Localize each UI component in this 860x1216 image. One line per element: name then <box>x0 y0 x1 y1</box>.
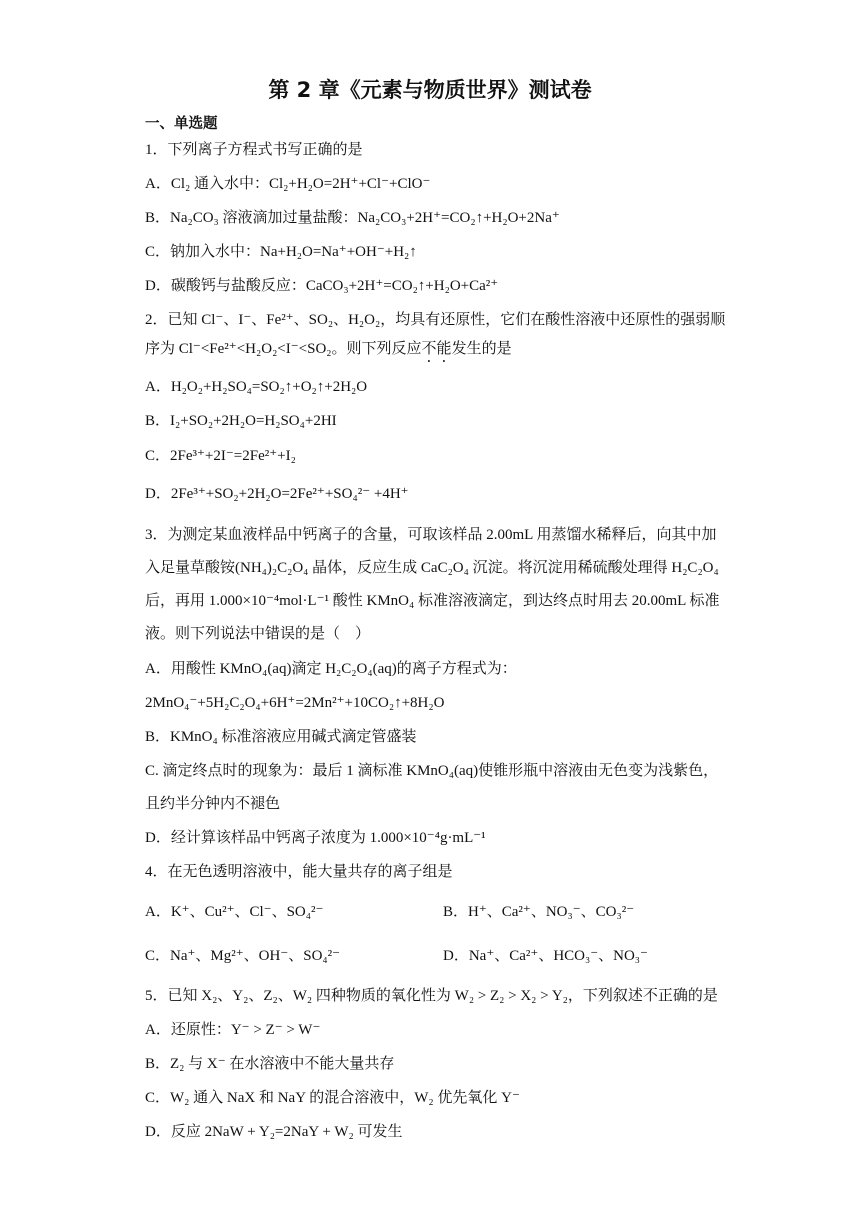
question-1-stem: 1．下列离子方程式书写正确的是 <box>145 142 363 158</box>
question-3-stem-line4: 液。则下列说法中错误的是（ ） <box>145 626 371 642</box>
emphasis-text: 不能 <box>421 341 452 357</box>
question-3-option-d: D．经计算该样品中钙离子浓度为 1.000×10⁻⁴g·mL⁻¹ <box>145 830 486 846</box>
question-5-option-c: C．W₂ 通入 NaX 和 NaY 的混合溶液中，W₂ 优先氧化 Y⁻ <box>145 1090 520 1106</box>
question-5-option-d: D．反应 2NaW + Y₂=2NaY + W₂ 可发生 <box>145 1124 403 1140</box>
question-5-option-a: A．还原性：Y⁻ > Z⁻ > W⁻ <box>145 1022 321 1038</box>
question-3-option-a-line1: A．用酸性 KMnO₄(aq)滴定 H₂C₂O₄(aq)的离子方程式为： <box>145 661 517 677</box>
question-3-option-b: B．KMnO₄ 标准溶液应用碱式滴定管盛装 <box>145 729 417 745</box>
question-2-option-a: A．H₂O₂+H₂SO₄=SO₂↑+O₂↑+2H₂O <box>145 379 368 395</box>
question-3-option-c-line2: 且约半分钟内不褪色 <box>145 796 281 812</box>
question-3-option-c-line1: C. 滴定终点时的现象为：最后 1 滴标准 KMnO₄(aq)使锥形瓶中溶液由无色变为浅紫色， <box>145 763 719 779</box>
question-4-option-b: B．H⁺、Ca²⁺、NO₃⁻、CO₃²⁻ <box>443 904 635 920</box>
question-2-option-d: D．2Fe³⁺+SO₂+2H₂O=2Fe²⁺+SO₄²⁻ +4H⁺ <box>145 486 409 502</box>
question-1-option-a: A．Cl₂ 通入水中：Cl₂+H₂O=2H⁺+Cl⁻+ClO⁻ <box>145 176 431 192</box>
question-2-stem-text: 序为 Cl⁻<Fe²⁺<H₂O₂<I⁻<SO₂。则下列反应 <box>145 341 422 357</box>
question-3-stem-line1: 3．为测定某血液样品中钙离子的含量，可取该样品 2.00mL 用蒸馏水稀释后，向其中加 <box>145 527 717 543</box>
question-2-stem-line2 <box>145 339 512 366</box>
question-1-option-d: D．碳酸钙与盐酸反应：CaCO₃+2H⁺=CO₂↑+H₂O+Ca²⁺ <box>145 278 499 294</box>
question-4-stem: 4．在无色透明溶液中，能大量共存的离子组是 <box>145 864 453 880</box>
question-2-option-b: B．I₂+SO₂+2H₂O=H₂SO₄+2HI <box>145 413 337 429</box>
question-2-stem-line1: 2．已知 Cl⁻、I⁻、Fe²⁺、SO₂、H₂O₂，均具有还原性，它们在酸性溶液中还原性的强弱顺 <box>145 312 726 328</box>
question-5-option-b: B．Z₂ 与 X⁻ 在水溶液中不能大量共存 <box>145 1056 395 1072</box>
question-4-option-c: C．Na⁺、Mg²⁺、OH⁻、SO₄²⁻ <box>145 948 341 964</box>
question-2-stem-tail: 发生的是 <box>451 341 512 357</box>
question-4-option-d: D．Na⁺、Ca²⁺、HCO₃⁻、NO₃⁻ <box>443 948 648 964</box>
page-title: 第 2 章《元素与物质世界》测试卷 <box>268 78 592 102</box>
question-1-option-b: B．Na₂CO₃ 溶液滴加过量盐酸：Na₂CO₃+2H⁺=CO₂↑+H₂O+2Na⁺ <box>145 210 560 226</box>
question-1-option-c: C．钠加入水中：Na+H₂O=Na⁺+OH⁻+H₂↑ <box>145 244 417 260</box>
question-3-option-a-line2: 2MnO₄⁻+5H₂C₂O₄+6H⁺=2Mn²⁺+10CO₂↑+8H₂O <box>145 695 445 711</box>
question-4-option-a: A．K⁺、Cu²⁺、Cl⁻、SO₄²⁻ <box>145 904 324 920</box>
question-3-stem-line2: 入足量草酸铵(NH₄)₂C₂O₄ 晶体，反应生成 CaC₂O₄ 沉淀。将沉淀用稀硫酸处理得 H₂C₂O₄ <box>145 560 719 576</box>
question-3-stem-line3: 后，再用 1.000×10⁻⁴mol·L⁻¹ 酸性 KMnO₄ 标准溶液滴定，到达终点时用去 20.00mL 标准 <box>145 593 720 609</box>
section-heading: 一、单选题 <box>145 116 218 132</box>
question-5-stem: 5．已知 X₂、Y₂、Z₂、W₂ 四种物质的氧化性为 W₂ > Z₂ > X₂ > Y₂，下列叙述不正确的是 <box>145 988 718 1004</box>
question-2-option-c: C．2Fe³⁺+2I⁻=2Fe²⁺+I₂ <box>145 448 296 464</box>
